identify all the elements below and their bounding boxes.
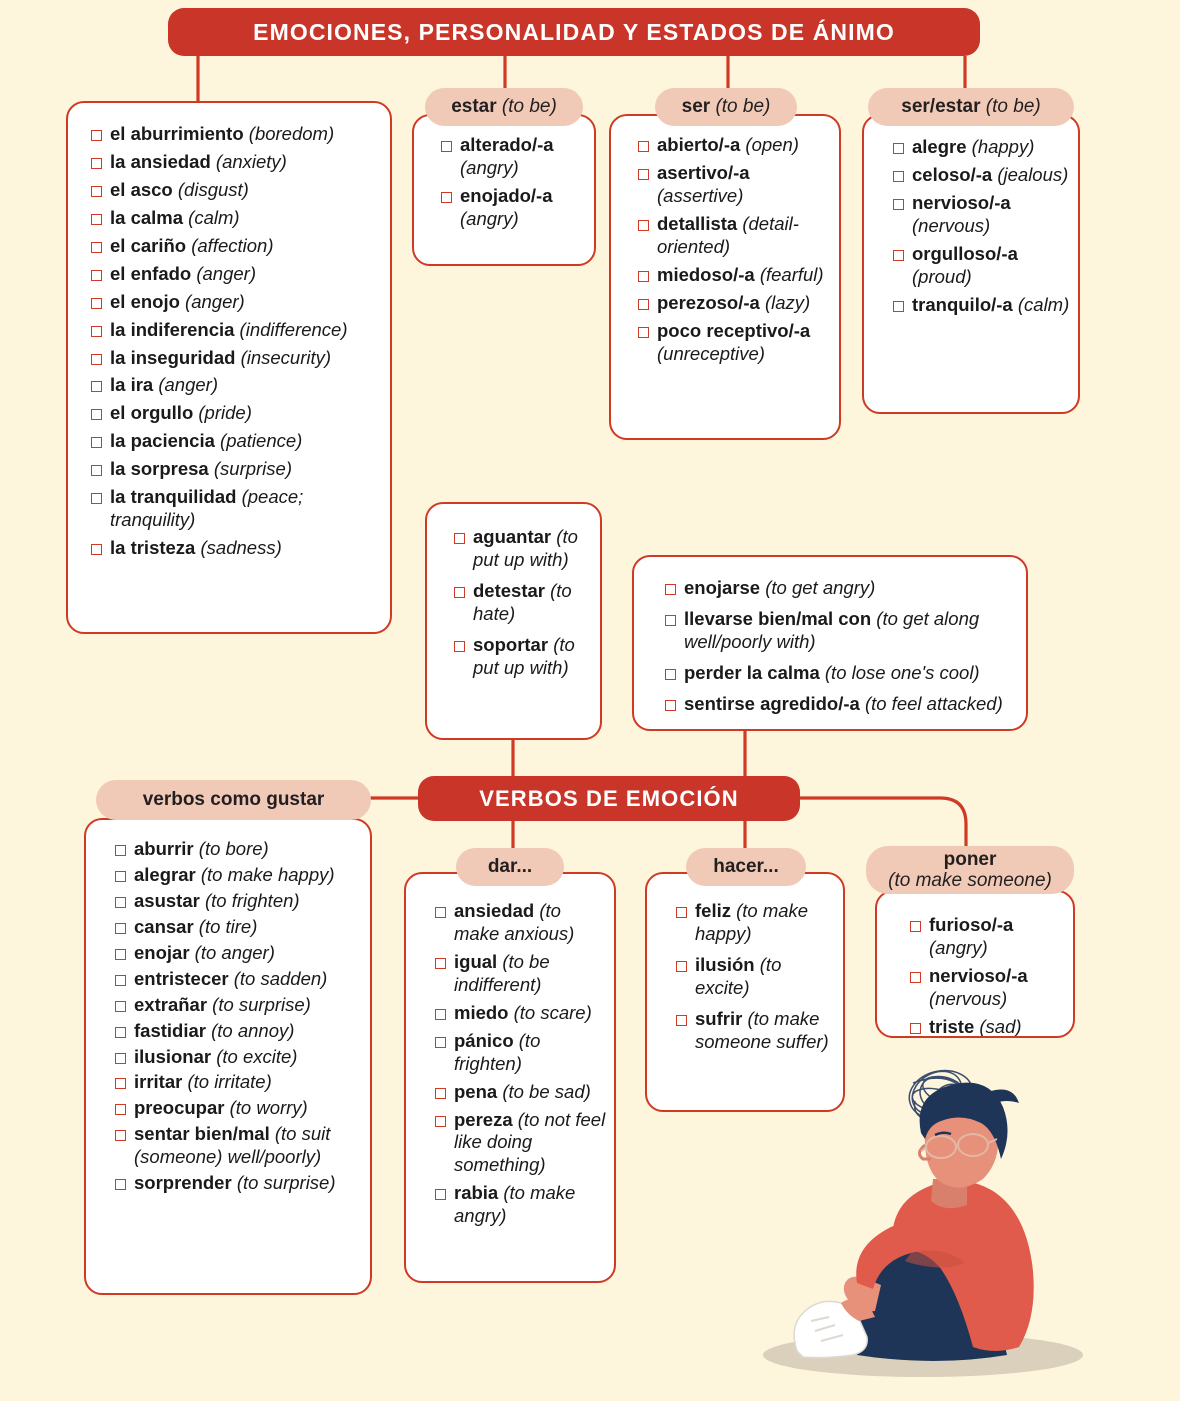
vocab-item [114, 1097, 362, 1120]
pill-dar-term: dar... [487, 856, 533, 878]
vocab-term: la calma [110, 206, 184, 228]
vocab-gloss: (sadness) [200, 537, 282, 559]
vocab-gloss: (assertive) [657, 184, 744, 206]
pill-poner-gloss: (to make someone) [888, 870, 1052, 891]
vocab-item [440, 134, 584, 180]
vocab-item [90, 179, 378, 202]
verbs-title: VERBOS DE EMOCIÓN [418, 776, 800, 821]
list-reflexive-verbs [634, 557, 1026, 731]
vocab-gloss: (to not feel like doing something) [454, 1108, 606, 1176]
vocab-gloss: (pride) [198, 402, 252, 424]
vocab-term: enojado/-a [460, 184, 553, 206]
vocab-term: orgulloso/-a [912, 242, 1018, 264]
vocab-gloss: (boredom) [248, 123, 335, 144]
card-poner [875, 890, 1075, 1038]
vocab-gloss: (angry) [460, 156, 519, 178]
pill-ser-estar-gloss: (to be) [985, 96, 1041, 118]
vocab-term: pena [454, 1080, 498, 1102]
vocab-item [892, 164, 1070, 187]
vocab-term: ilusionar [134, 1045, 212, 1067]
list-estar-adjectives [414, 116, 594, 246]
vocab-gloss: (to excite) [216, 1045, 298, 1067]
vocab-item [90, 235, 378, 258]
pill-estar-term: estar [451, 96, 497, 118]
vocab-gloss: (jealous) [997, 163, 1069, 185]
vocab-gloss: (to worry) [229, 1097, 308, 1119]
vocab-gloss: (to make anxious) [454, 900, 575, 944]
vocab-item [892, 294, 1070, 317]
vocab-item [434, 1081, 606, 1104]
vocab-gloss: (to be sad) [502, 1080, 591, 1102]
vocab-item [675, 1008, 835, 1054]
list-hacer-words [647, 874, 843, 1072]
vocab-term: soportar [473, 633, 549, 655]
vocab-term: la ira [110, 374, 154, 396]
vocab-term: aburrir [134, 838, 194, 859]
vocab-item [453, 634, 590, 680]
vocab-gloss: (to anger) [194, 941, 275, 963]
vocab-term: pánico [454, 1029, 514, 1051]
vocab-term: triste [929, 1015, 975, 1037]
vocab-item [114, 890, 362, 913]
vocab-gloss: (to frighten) [204, 889, 300, 911]
vocab-item [664, 608, 1016, 654]
vocab-gloss: (detail-oriented) [657, 212, 799, 257]
vocab-item [434, 951, 606, 997]
vocab-item [114, 1071, 362, 1094]
pill-gustar-term: verbos como gustar [142, 789, 325, 811]
vocab-item [637, 134, 831, 157]
vocab-item [637, 162, 831, 208]
vocab-gloss: (lazy) [764, 291, 811, 313]
vocab-gloss: (anger) [196, 262, 256, 284]
vocab-term: la inseguridad [110, 346, 236, 368]
vocab-gloss: (open) [745, 134, 799, 155]
vocab-item [90, 263, 378, 286]
pill-dar[interactable] [456, 848, 564, 886]
vocab-item [453, 526, 590, 572]
vocab-term: nervioso/-a [929, 964, 1028, 986]
pill-ser-estar-term: ser/estar [901, 96, 981, 118]
vocab-gloss: (to sadden) [233, 967, 328, 989]
vocab-gloss: (to be indifferent) [454, 950, 550, 995]
vocab-term: miedoso/-a [657, 263, 755, 285]
vocab-gloss: (to feel attacked) [864, 692, 1003, 714]
vocab-term: cansar [134, 915, 194, 937]
list-dar-nouns [406, 874, 614, 1243]
pill-ser[interactable] [655, 88, 797, 126]
vocab-term: enojar [134, 941, 190, 963]
vocab-item [892, 192, 1070, 238]
pill-estar[interactable] [425, 88, 583, 126]
card-ser-estar [862, 114, 1080, 414]
vocab-gloss: (anger) [185, 290, 245, 312]
vocab-item [637, 320, 831, 366]
vocab-item [114, 838, 362, 861]
vocab-term: asustar [134, 889, 200, 911]
vocab-gloss: (to surprise) [212, 993, 311, 1015]
vocab-term: extrañar [134, 993, 208, 1015]
vocab-gloss: (to scare) [513, 1001, 592, 1023]
vocab-term: feliz [695, 900, 731, 921]
vocab-gloss: (disgust) [177, 178, 249, 200]
vocab-gloss: (proud) [912, 265, 972, 287]
vocab-item [90, 537, 378, 560]
vocab-gloss: (nervous) [912, 214, 991, 236]
vocab-gloss: (to frighten) [454, 1029, 541, 1074]
vocab-term: asertivo/-a [657, 161, 750, 183]
vocab-term: el orgullo [110, 402, 194, 424]
vocab-item [90, 151, 378, 174]
vocab-term: el asco [110, 178, 173, 200]
vocab-item [637, 213, 831, 259]
vocab-term: fastidiar [134, 1019, 206, 1041]
vocab-term: la paciencia [110, 430, 215, 452]
vocab-term: detallista [657, 212, 738, 234]
vocab-item [90, 207, 378, 230]
vocab-term: ilusión [695, 953, 755, 975]
vocab-term: el aburrimiento [110, 123, 244, 144]
vocab-item [114, 864, 362, 887]
vocab-gloss: (indifference) [239, 318, 348, 340]
vocab-item [114, 1020, 362, 1043]
vocab-item [664, 693, 1016, 716]
vocab-gloss: (to lose one's cool) [824, 661, 980, 683]
vocab-term: llevarse bien/mal con [684, 607, 872, 629]
vocab-item [664, 662, 1016, 685]
vocab-term: tranquilo/-a [912, 293, 1013, 315]
vocab-gloss: (angry) [460, 207, 519, 229]
vocab-item [114, 942, 362, 965]
vocab-item [892, 243, 1070, 289]
vocab-term: la sorpresa [110, 458, 209, 480]
vocab-item [637, 292, 831, 315]
vocab-item [90, 319, 378, 342]
vocab-item [90, 291, 378, 314]
vocab-gloss: (to make angry) [454, 1182, 576, 1227]
vocab-gloss: (to tire) [198, 915, 258, 937]
vocab-item [675, 954, 835, 1000]
vocab-term: sentar bien/mal [134, 1123, 270, 1145]
vocab-gloss: (nervous) [929, 987, 1008, 1009]
vocab-item [90, 374, 378, 397]
vocab-item [892, 136, 1070, 159]
vocab-gloss: (insecurity) [240, 346, 332, 368]
vocab-term: igual [454, 950, 498, 972]
vocab-item [114, 968, 362, 991]
vocab-gloss: (to make happy) [695, 900, 809, 944]
vocab-term: sorprender [134, 1172, 232, 1194]
list-nouns [68, 103, 390, 575]
vocab-term: miedo [454, 1001, 509, 1023]
pill-ser-term: ser [681, 96, 711, 118]
vocab-term: la tristeza [110, 537, 196, 559]
vocab-term: la indiferencia [110, 318, 235, 340]
vocab-term: el enojo [110, 290, 180, 312]
vocab-gloss: (patience) [220, 430, 303, 452]
vocab-item [434, 1002, 606, 1025]
vocab-item [637, 264, 831, 287]
vocab-item [90, 458, 378, 481]
vocab-item [114, 916, 362, 939]
card-estar [412, 114, 596, 266]
vocab-gloss: (to put up with) [473, 633, 575, 678]
vocab-gloss: (affection) [191, 234, 274, 256]
vocab-item [664, 577, 1016, 600]
vocab-item [675, 900, 835, 946]
card-aguantar [425, 502, 602, 740]
vocab-item [90, 123, 378, 146]
pill-hacer-term: hacer... [713, 856, 779, 878]
vocab-gloss: (peace; tranquility) [110, 486, 304, 531]
vocab-item [90, 430, 378, 453]
vocab-item [909, 1016, 1065, 1038]
vocab-gloss: (to make happy) [200, 863, 335, 885]
vocab-item [114, 994, 362, 1017]
vocab-term: preocupar [134, 1097, 225, 1119]
list-ser-adjectives [611, 116, 839, 380]
vocab-term: alterado/-a [460, 134, 554, 155]
vocab-item [434, 900, 606, 946]
vocab-item [434, 1109, 606, 1178]
vocab-term: la tranquilidad [110, 486, 237, 508]
card-dar [404, 872, 616, 1283]
vocab-term: pereza [454, 1108, 513, 1130]
vocab-gloss: (to surprise) [236, 1172, 336, 1194]
vocab-gloss: (anxiety) [215, 150, 287, 172]
vocab-term: perder la calma [684, 661, 820, 683]
vocab-term: poco receptivo/-a [657, 319, 811, 341]
vocab-term: irritar [134, 1071, 183, 1093]
pill-hacer[interactable] [686, 848, 806, 886]
vocab-term: sufrir [695, 1007, 743, 1029]
vocab-term: detestar [473, 579, 545, 601]
card-nouns [66, 101, 392, 634]
card-gustar [84, 818, 372, 1295]
vocab-gloss: (unreceptive) [657, 342, 765, 364]
vocab-gloss: (to put up with) [473, 526, 578, 570]
vocab-item [90, 347, 378, 370]
vocab-gloss: (to annoy) [211, 1019, 295, 1041]
vocab-item [909, 965, 1065, 1011]
vocab-item [114, 1172, 362, 1195]
vocab-gloss: (angry) [929, 936, 988, 958]
pill-poner-term: poner [943, 848, 997, 870]
vocab-item [453, 580, 590, 626]
pill-gustar[interactable] [96, 780, 371, 820]
vocab-item [434, 1182, 606, 1228]
card-ser [609, 114, 841, 440]
vocab-term: celoso/-a [912, 163, 993, 185]
vocab-gloss: (to excite) [695, 953, 782, 998]
vocab-gloss: (to get angry) [765, 577, 876, 598]
vocab-term: alegre [912, 136, 967, 157]
vocab-term: nervioso/-a [912, 191, 1011, 213]
vocab-gloss: (calm) [188, 206, 240, 228]
vocab-term: el cariño [110, 234, 187, 256]
vocab-item [114, 1123, 362, 1169]
vocab-term: abierto/-a [657, 134, 741, 155]
vocab-gloss: (to suit (someone) well/poorly) [134, 1123, 331, 1168]
vocab-term: el enfado [110, 262, 192, 284]
list-aguantar-verbs [427, 504, 600, 698]
vocab-gloss: (to bore) [198, 838, 269, 859]
card-reflexive [632, 555, 1028, 731]
vocab-term: perezoso/-a [657, 291, 760, 313]
vocab-term: alegrar [134, 863, 196, 885]
vocab-term: sentirse agredido/-a [684, 692, 860, 714]
vocab-gloss: (to get along well/poorly with) [684, 607, 980, 652]
vocab-gloss: (to hate) [473, 579, 572, 624]
vocab-gloss: (anger) [158, 374, 218, 396]
vocab-term: entristecer [134, 967, 229, 989]
vocab-gloss: (fearful) [759, 263, 824, 285]
vocab-item [440, 185, 584, 231]
vocab-gloss: (sad) [979, 1015, 1022, 1037]
vocab-item [114, 1046, 362, 1069]
vocab-gloss: (to make someone suffer) [695, 1007, 829, 1052]
vocab-term: aguantar [473, 526, 552, 547]
vocab-gloss: (calm) [1017, 293, 1070, 315]
card-hacer [645, 872, 845, 1112]
vocab-gloss: (surprise) [213, 458, 292, 480]
list-poner-adjectives [877, 892, 1073, 1038]
vocab-item [90, 402, 378, 425]
vocab-item [434, 1030, 606, 1076]
vocab-item [90, 486, 378, 532]
vocab-term: rabia [454, 1182, 499, 1204]
vocab-gloss: (happy) [971, 136, 1035, 157]
vocab-term: furioso/-a [929, 914, 1014, 935]
list-ser-estar-adjectives [864, 116, 1078, 332]
vocab-term: enojarse [684, 577, 761, 598]
pill-ser-gloss: (to be) [715, 96, 771, 118]
pill-estar-gloss: (to be) [501, 96, 557, 118]
vocab-item [909, 914, 1065, 960]
vocab-gloss: (to irritate) [187, 1071, 272, 1093]
pill-poner[interactable] [866, 846, 1074, 894]
page-title: EMOCIONES, PERSONALIDAD Y ESTADOS DE ÁNIMO [168, 8, 980, 56]
hair-tuft [991, 1090, 1019, 1104]
vocab-term: la ansiedad [110, 150, 211, 172]
list-gustar-verbs [86, 820, 370, 1208]
pill-ser-estar[interactable] [868, 88, 1074, 126]
vocab-term: ansiedad [454, 900, 535, 921]
